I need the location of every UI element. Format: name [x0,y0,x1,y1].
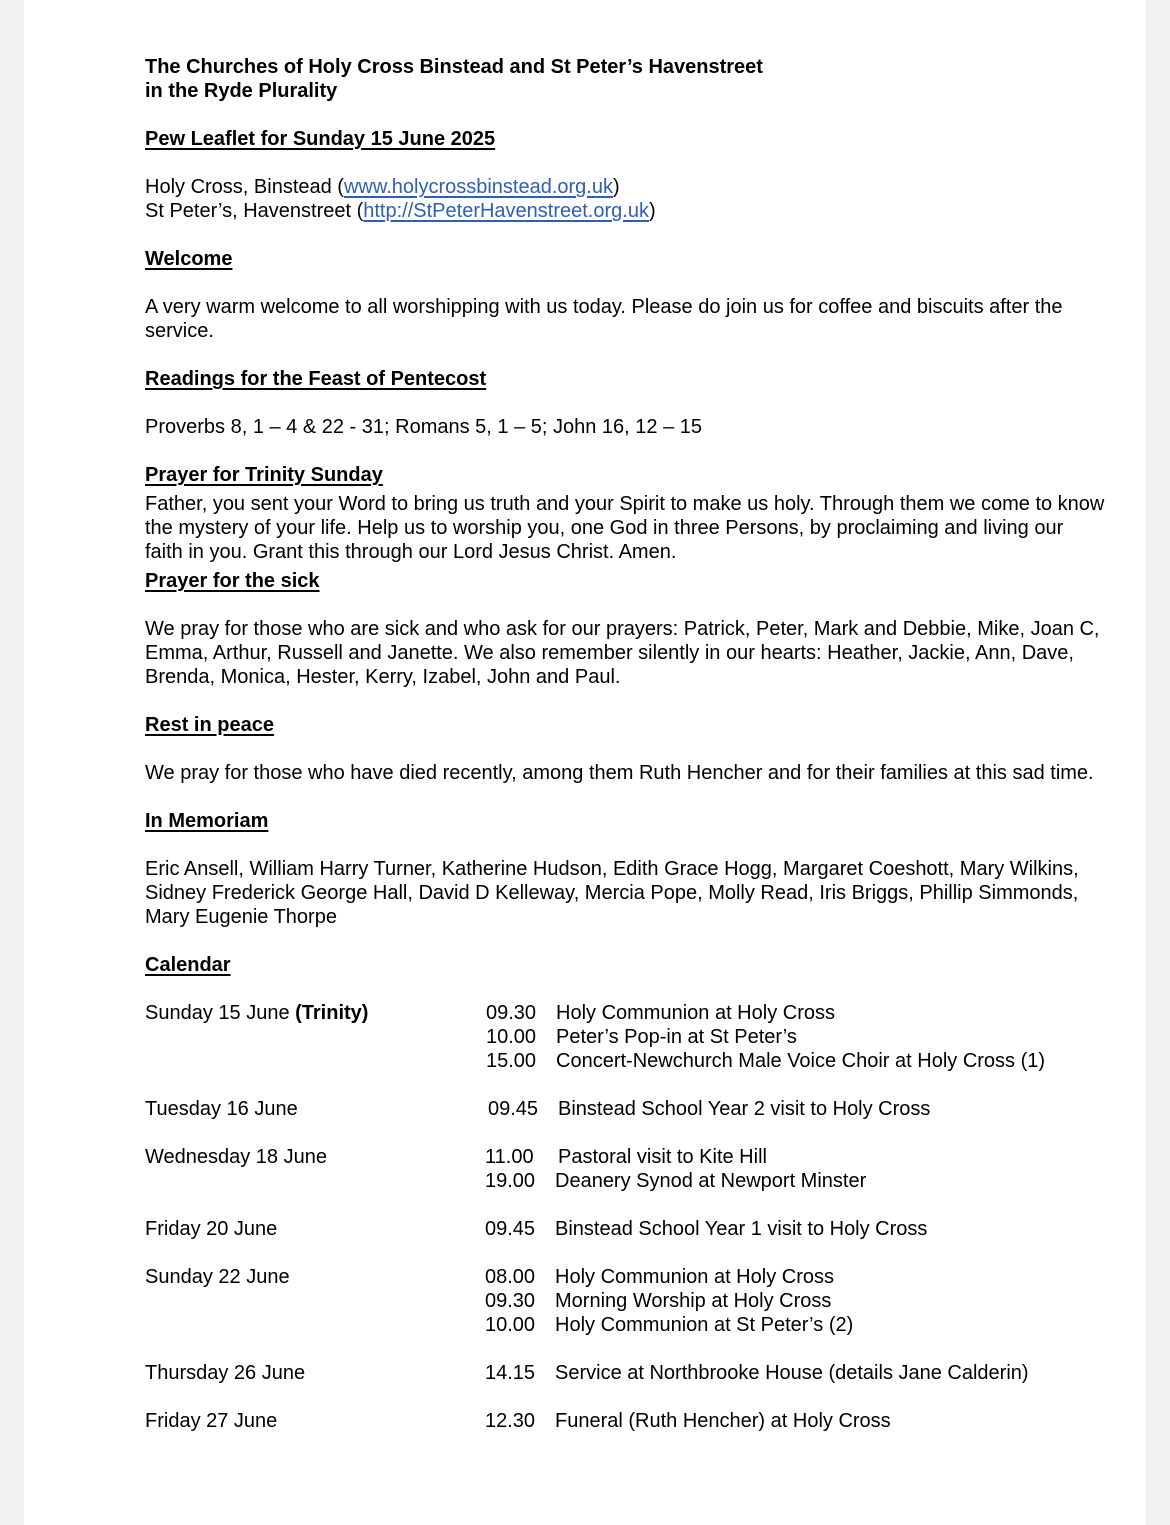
website-holy-cross: Holy Cross, Binstead (www.holycrossbinstead.org.uk) [145,176,620,198]
prayer-trinity-text: Father, you sent your Word to bring us truth and your Spirit to make us holy. Through them we come to know the mystery of your life. Help us to worship you, one God in three Persons, by proclaiming and living our faith in you. Grant this through our Lord Jesus Christ. Amen. [145,493,1105,563]
calendar-event: 10.00 Peter’s Pop-in at St Peter’s [486,1026,797,1048]
calendar-day [145,1001,1105,1073]
calendar-event: 12.30 Funeral (Ruth Hencher) at Holy Cross [485,1410,891,1432]
st-peters-website-link[interactable]: http://StPeterHavenstreet.org.uk [363,200,649,222]
calendar-date: Wednesday 18 June [145,1146,327,1168]
in-memoriam-text: Eric Ansell, William Harry Turner, Katherine Hudson, Edith Grace Hogg, Margaret Coeshott, Mary Wilkins, Sidney Frederick George Hall, David D Kelleway, Mercia Pope, Molly Read, Iris Briggs, Phillip Simmonds, Mary Eugenie Thorpe [145,858,1079,928]
calendar-day [145,1361,1105,1385]
calendar-event: 09.30 Morning Worship at Holy Cross [485,1290,832,1312]
header-line-2: in the Ryde Plurality [145,80,338,102]
calendar-event: 09.30 Holy Communion at Holy Cross [486,1002,835,1024]
welcome-heading: Welcome [145,248,233,270]
holy-cross-website-link[interactable]: www.holycrossbinstead.org.uk [343,176,613,198]
website-st-peters: St Peter’s, Havenstreet (http://StPeterHavenstreet.org.uk) [145,200,656,222]
calendar-list [145,1001,1105,1433]
rest-in-peace-heading: Rest in peace [145,714,274,736]
calendar-day [145,1409,1105,1433]
calendar-day [145,1097,1105,1121]
calendar-date: Thursday 26 June [145,1362,306,1384]
calendar-date: Tuesday 16 June [145,1098,298,1120]
calendar-day [145,1145,1105,1193]
readings-text: Proverbs 8, 1 – 4 & 22 - 31; Romans 5, 1 – 5; John 16, 12 – 15 [145,416,703,438]
calendar-date: Friday 27 June [145,1410,278,1432]
document-page [24,0,1146,1525]
calendar-heading: Calendar [145,954,231,976]
calendar-day [145,1217,1105,1241]
calendar-event: 10.00 Holy Communion at St Peter’s (2) [485,1314,854,1336]
in-memoriam-heading: In Memoriam [145,810,269,832]
calendar-event: 08.00 Holy Communion at Holy Cross [485,1266,834,1288]
calendar-event: 09.45 Binstead School Year 1 visit to Holy Cross [485,1218,928,1240]
calendar-event: 09.45 Binstead School Year 2 visit to Holy Cross [488,1098,931,1120]
calendar-event: 11.00 Pastoral visit to Kite Hill [485,1146,767,1168]
calendar-day [145,1265,1105,1337]
rest-in-peace-text: We pray for those who have died recently, among them Ruth Hencher and for their families at this sad time. [145,762,1094,784]
header-line-1: The Churches of Holy Cross Binstead and St Peter’s Havenstreet [145,56,763,78]
prayer-trinity-heading: Prayer for Trinity Sunday [145,464,383,486]
calendar-date: Friday 20 June [145,1218,278,1240]
readings-heading: Readings for the Feast of Pentecost [145,368,487,390]
calendar-date: Sunday 15 June (Trinity) [145,1002,369,1024]
calendar-event: 19.00 Deanery Synod at Newport Minster [485,1170,867,1192]
prayer-sick-text: We pray for those who are sick and who ask for our prayers: Patrick, Peter, Mark and Debbie, Mike, Joan C, Emma, Arthur, Russell and Janette. We also remember silently in our hearts: Heather, Jackie, Ann, Dave, Brenda, Monica, Hester, Kerry, Izabel, John and Paul. [145,618,1100,688]
calendar-event: 15.00 Concert-Newchurch Male Voice Choir at Holy Cross (1) [486,1050,1046,1072]
leaflet-content [145,55,1105,1433]
prayer-sick-heading: Prayer for the sick [145,570,320,592]
leaflet-title: Pew Leaflet for Sunday 15 June 2025 [145,128,496,150]
calendar-event: 14.15 Service at Northbrooke House (details Jane Calderin) [485,1362,1029,1384]
calendar-date: Sunday 22 June [145,1266,290,1288]
welcome-text: A very warm welcome to all worshipping with us today. Please do join us for coffee and biscuits after the service. [145,296,1063,342]
